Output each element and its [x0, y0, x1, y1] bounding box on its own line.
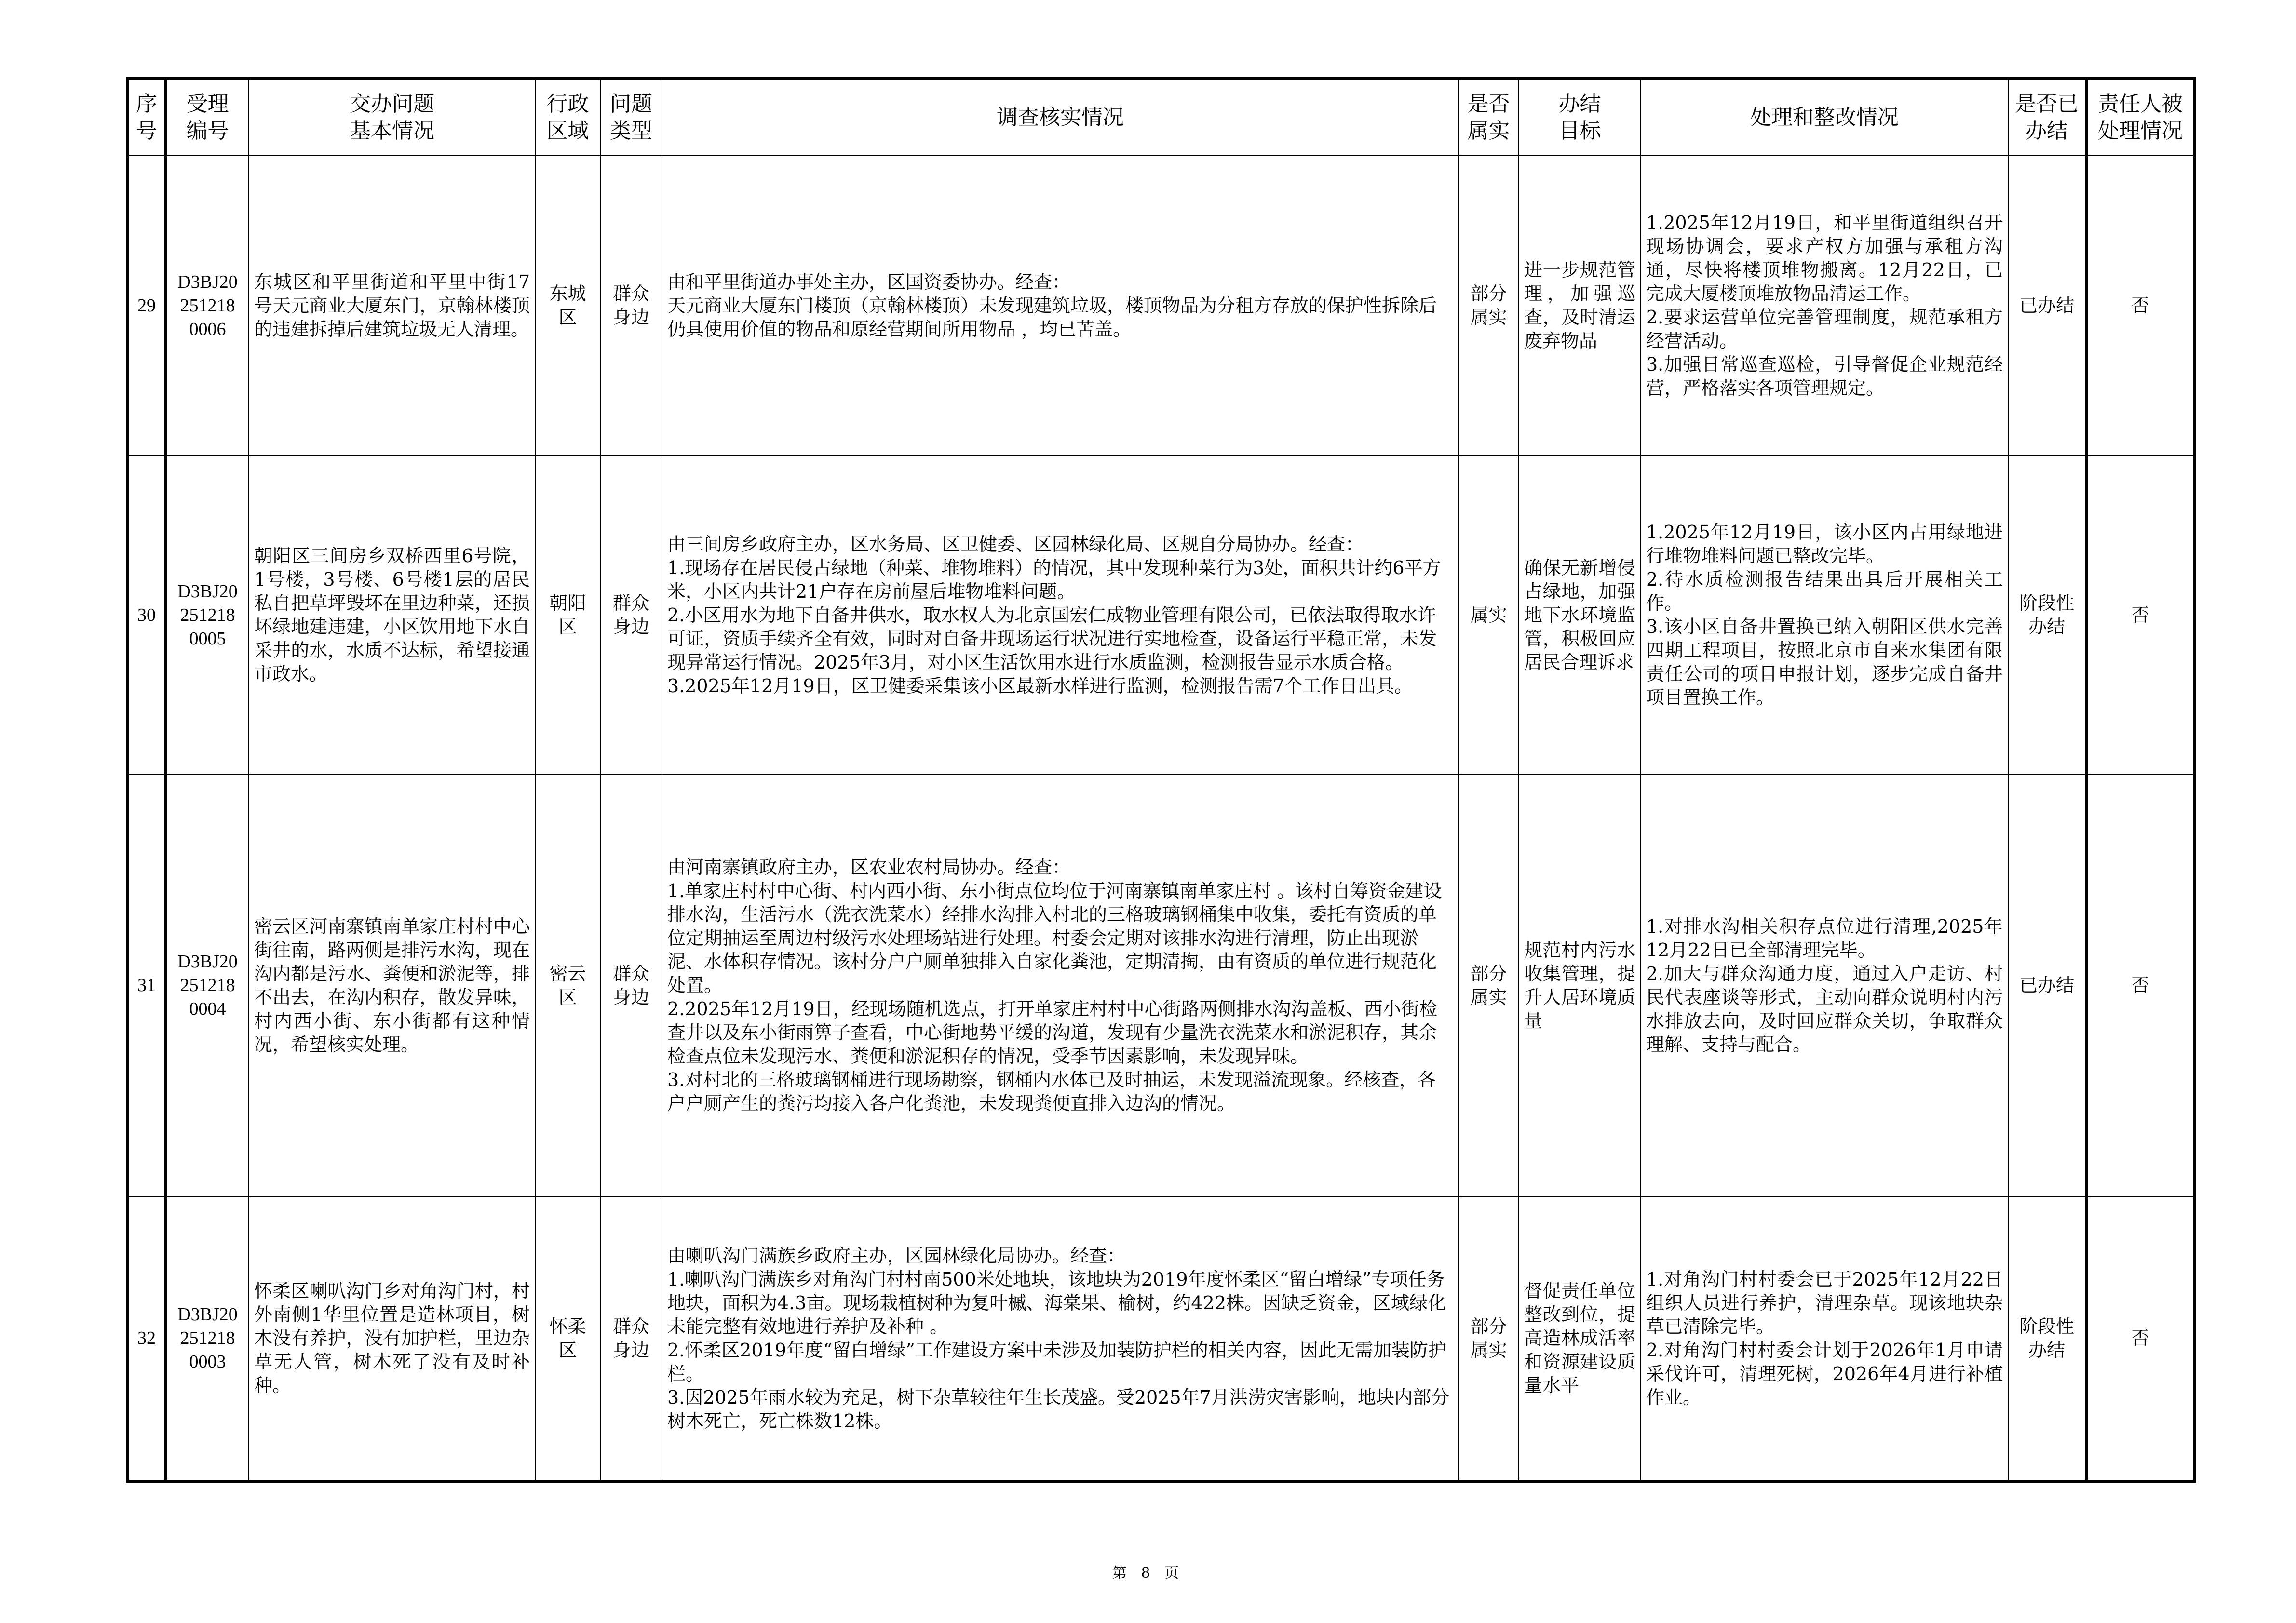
header-investigation: 调查核实情况 [662, 79, 1459, 156]
cell-problem: 怀柔区喇叭沟门乡对角沟门村，村外南侧1华里位置是造林项目，树木没有养护，没有加护栏，里边杂草无人管，树木死了没有及时补种。 [249, 1196, 535, 1481]
cell-seq: 32 [128, 1196, 165, 1481]
header-type: 问题 类型 [600, 79, 662, 156]
table-header-row [128, 79, 2194, 156]
cell-goal: 督促责任单位整改到位，提高造林成活率和资源建设质量水平 [1519, 1196, 1641, 1481]
cell-accountability: 否 [2086, 775, 2194, 1196]
cell-type: 群众 身边 [600, 156, 662, 456]
cell-case-no: D3BJ20 251218 0005 [165, 456, 249, 775]
cell-handling: 1.对角沟门村村委会已于2025年12月22日组织人员进行养护，清理杂草。现该地块杂草已清除完毕。 2.对角沟门村村委会计划于2026年1月申请采伐许可，清理死树，2026年4月进行补植作业。 [1641, 1196, 2008, 1481]
header-goal: 办结 目标 [1519, 79, 1641, 156]
cell-accountability: 否 [2086, 1196, 2194, 1481]
cell-investigation: 由河南寨镇政府主办，区农业农村局协办。经查： 1.单家庄村村中心街、村内西小街、东小街点位均位于河南寨镇南单家庄村 。该村自筹资金建设排水沟，生活污水（洗衣洗菜水）经排水沟排入村北的三格玻璃钢桶集中收集，委托有资质的单位定期抽运至周边村级污水处理场站进行处理。村委会定期对该排水沟进行清理，防止出现淤泥、水体积存情况。该村分户户厕单独排入自家化粪池，定期清掏，由有资质的单位进行规范化处置。 2.2025年12月19日，经现场随机选点，打开单家庄村村中心街路两侧排水沟沟盖板、西小街检查井以及东小街雨箅子查看，中心街地势平缓的沟道，发现有少量洗衣洗菜水和淤泥积存，其余检查点位未发现污水、粪便和淤泥积存的情况，受季节因素影响，未发现异味。 3.对村北的三格玻璃钢桶进行现场勘察，钢桶内水体已及时抽运，未发现溢流现象。经核查，各户户厕产生的粪污均接入各户化粪池，未发现粪便直排入边沟的情况。 [662, 775, 1459, 1196]
cell-goal: 进一步规范管理，加强巡查，及时清运废弃物品 [1519, 156, 1641, 456]
cell-closed: 已办结 [2008, 775, 2086, 1196]
cell-handling: 1.对排水沟相关积存点位进行清理,2025年12月22日已全部清理完毕。 2.加大与群众沟通力度，通过入户走访、村民代表座谈等形式，主动向群众说明村内污水排放去向，及时回应群众关切，争取群众理解、支持与配合。 [1641, 775, 2008, 1196]
cell-type: 群众 身边 [600, 456, 662, 775]
header-closed: 是否已 办结 [2008, 79, 2086, 156]
cell-handling: 1.2025年12月19日，该小区内占用绿地进行堆物堆料问题已整改完毕。 2.待水质检测报告结果出具后开展相关工作。 3.该小区自备井置换已纳入朝阳区供水完善四期工程项目，按照北京市自来水集团有限责任公司的项目申报计划，逐步完成自备井项目置换工作。 [1641, 456, 2008, 775]
cell-goal: 确保无新增侵占绿地，加强地下水环境监管，积极回应居民合理诉求 [1519, 456, 1641, 775]
cell-district: 朝阳区 [535, 456, 600, 775]
cell-district: 怀柔区 [535, 1196, 600, 1481]
cell-investigation: 由喇叭沟门满族乡政府主办，区园林绿化局协办。经查： 1.喇叭沟门满族乡对角沟门村村南500米处地块，该地块为2019年度怀柔区“留白增绿”专项任务地块，面积为4.3亩。现场栽植树种为复叶槭、海棠果、榆树，约422株。因缺乏资金，区域绿化未能完整有效地进行养护及补种 。 2.怀柔区2019年度“留白增绿”工作建设方案中未涉及加装防护栏的相关内容，因此无需加装防护栏。 3.因2025年雨水较为充足，树下杂草较往年生长茂盛。受2025年7月洪涝灾害影响，地块内部分树木死亡，死亡株数12株。 [662, 1196, 1459, 1481]
cell-investigation: 由三间房乡政府主办，区水务局、区卫健委、区园林绿化局、区规自分局协办。经查： 1.现场存在居民侵占绿地（种菜、堆物堆料）的情况，其中发现种菜行为3处，面积共计约6平方米，小区内共计21户存在房前屋后堆物堆料问题。 2.小区用水为地下自备井供水，取水权人为北京国宏仁成物业管理有限公司，已依法取得取水许可证，资质手续齐全有效，同时对自备井现场运行状况进行实地检查，设备运行平稳正常，未发现异常运行情况。2025年3月，对小区生活饮用水进行水质监测，检测报告显示水质合格。 3.2025年12月19日，区卫健委采集该小区最新水样进行监测，检测报告需7个工作日出具。 [662, 456, 1459, 775]
cell-verified: 部分 属实 [1459, 156, 1519, 456]
cell-seq: 31 [128, 775, 165, 1196]
supervision-case-table [126, 77, 2196, 1483]
header-accountability: 责任人被 处理情况 [2086, 79, 2194, 156]
cell-problem: 密云区河南寨镇南单家庄村村中心街往南，路两侧是排污水沟，现在沟内都是污水、粪便和淤泥等，排不出去，在沟内积存，散发异味，村内西小街、东小街都有这种情况，希望核实处理。 [249, 775, 535, 1196]
cell-case-no: D3BJ20 251218 0004 [165, 775, 249, 1196]
table-row [128, 456, 2194, 775]
header-district: 行政 区域 [535, 79, 600, 156]
cell-verified: 部分 属实 [1459, 775, 1519, 1196]
cell-district: 东城区 [535, 156, 600, 456]
header-seq: 序 号 [128, 79, 165, 156]
table-row [128, 156, 2194, 456]
cell-problem: 东城区和平里街道和平里中街17号天元商业大厦东门，京翰林楼顶的违建拆掉后建筑垃圾无人清理。 [249, 156, 535, 456]
cell-seq: 29 [128, 156, 165, 456]
cell-handling: 1.2025年12月19日，和平里街道组织召开现场协调会，要求产权方加强与承租方沟通，尽快将楼顶堆物搬离。12月22日，已完成大厦楼顶堆放物品清运工作。 2.要求运营单位完善管理制度，规范承租方经营活动。 3.加强日常巡查巡检，引导督促企业规范经营，严格落实各项管理规定。 [1641, 156, 2008, 456]
cell-type: 群众 身边 [600, 775, 662, 1196]
cell-goal: 规范村内污水收集管理，提升人居环境质量 [1519, 775, 1641, 1196]
cell-closed: 阶段性 办结 [2008, 456, 2086, 775]
cell-accountability: 否 [2086, 456, 2194, 775]
header-problem: 交办问题 基本情况 [249, 79, 535, 156]
header-handling: 处理和整改情况 [1641, 79, 2008, 156]
cell-investigation: 由和平里街道办事处主办，区国资委协办。经查： 天元商业大厦东门楼顶（京翰林楼顶）未发现建筑垃圾，楼顶物品为分租方存放的保护性拆除后仍具使用价值的物品和原经营期间所用物品 ，均已苫盖。 [662, 156, 1459, 456]
cell-verified: 部分 属实 [1459, 1196, 1519, 1481]
table-row [128, 775, 2194, 1196]
cell-case-no: D3BJ20 251218 0006 [165, 156, 249, 456]
table-row [128, 1196, 2194, 1481]
cell-district: 密云区 [535, 775, 600, 1196]
cell-accountability: 否 [2086, 156, 2194, 456]
cell-type: 群众 身边 [600, 1196, 662, 1481]
cell-case-no: D3BJ20 251218 0003 [165, 1196, 249, 1481]
header-case-no: 受理 编号 [165, 79, 249, 156]
cell-closed: 已办结 [2008, 156, 2086, 456]
cell-problem: 朝阳区三间房乡双桥西里6号院，1号楼，3号楼、6号楼1层的居民私自把草坪毁坏在里边种菜，还损坏绿地建违建，小区饮用地下水自采井的水，水质不达标，希望接通市政水。 [249, 456, 535, 775]
cell-verified: 属实 [1459, 456, 1519, 775]
page-number: 第 8 页 [1112, 1565, 1184, 1582]
cell-seq: 30 [128, 456, 165, 775]
cell-closed: 阶段性 办结 [2008, 1196, 2086, 1481]
header-verified: 是否 属实 [1459, 79, 1519, 156]
